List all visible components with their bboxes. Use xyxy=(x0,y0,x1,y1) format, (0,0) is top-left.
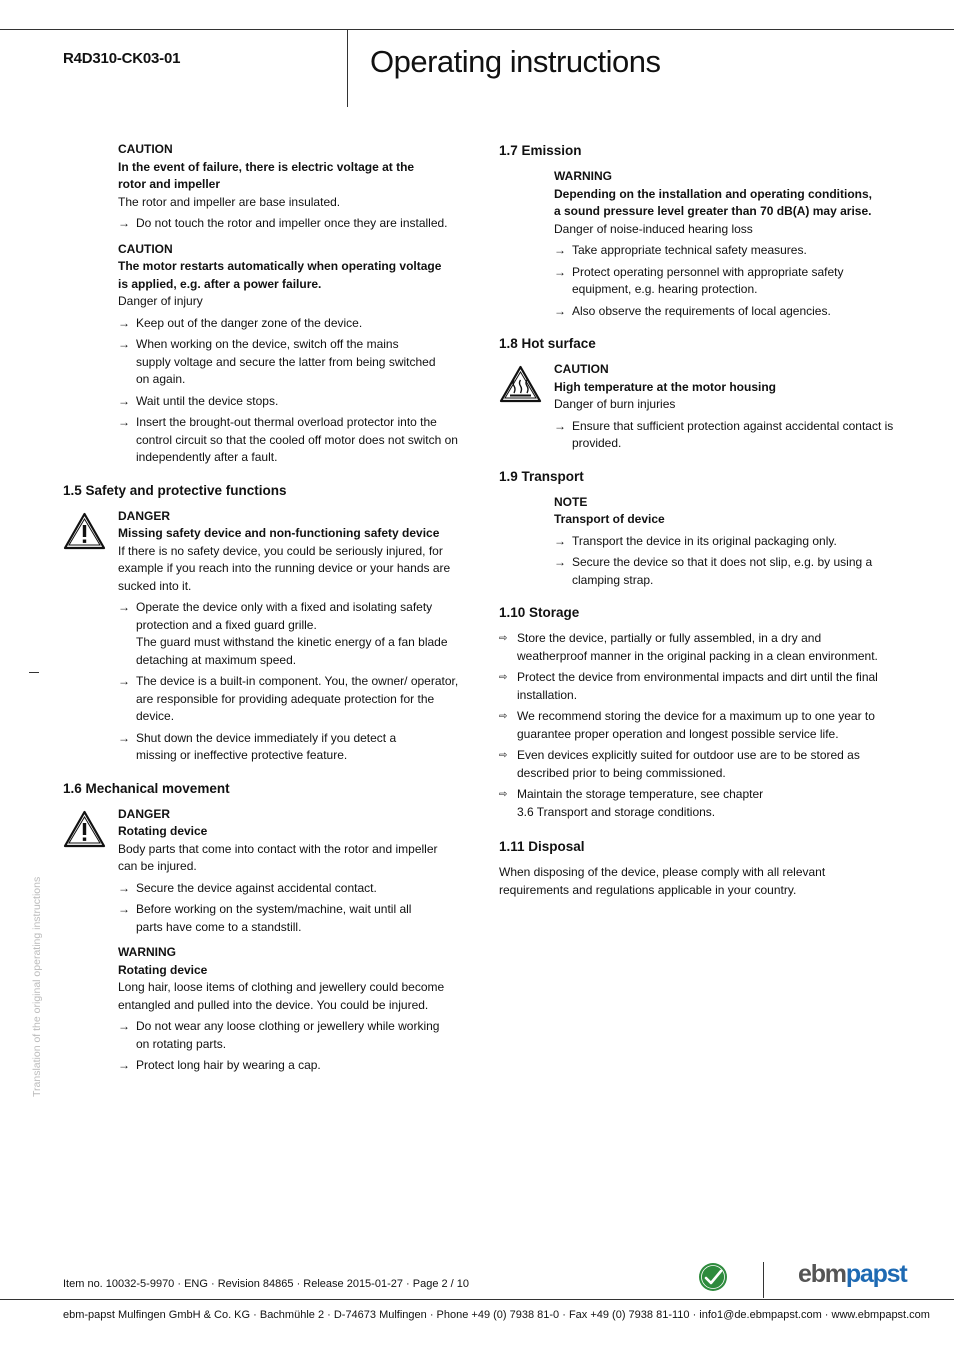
note-label: NOTE xyxy=(554,494,588,509)
footer-rule xyxy=(0,1299,954,1300)
hazard-text: Long hair, loose items of clothing and jewellery could become entangled and pulled into the device. You could be injured. xyxy=(118,980,445,1012)
hazard-title: Missing safety device and non-functioning safety device xyxy=(118,526,440,540)
section-heading-1-11: 1.11 Disposal xyxy=(499,839,585,854)
list-item: ⇨ We recommend storing the device for a maximum up to one year to guarantee proper operation and longest possible service life. xyxy=(499,709,875,741)
hazard-text: Body parts that come into contact with the rotor and impeller can be injured. xyxy=(118,841,438,873)
storage-list xyxy=(499,630,894,821)
list-item: ⇨ Store the device, partially or fully assembled, in a dry and weatherproof manner in the original packing in a clean environment. xyxy=(499,631,878,663)
caution-hot-surface xyxy=(499,361,894,453)
instruction-note: The guard must withstand the kinetic energy of a fan blade detaching at maximum speed. xyxy=(136,635,448,667)
hazard-title: The motor restarts automatically when operating voltage is applied, e.g. after a power failure. xyxy=(118,259,442,291)
section-heading-1-9: 1.9 Transport xyxy=(499,468,584,484)
instruction-step: → Ensure that sufficient protection against accidental contact is provided. xyxy=(554,418,894,450)
instruction-step: → Keep out of the danger zone of the device. xyxy=(118,315,363,330)
instruction-step: → Take appropriate technical safety measures. xyxy=(554,243,807,257)
model-number: R4D310-CK03-01 xyxy=(63,50,181,67)
caution-label: CAUTION xyxy=(118,142,173,156)
warning-label: WARNING xyxy=(554,169,612,183)
danger-rotating-device xyxy=(63,806,463,1075)
green-tech-badge-icon xyxy=(698,1262,728,1292)
instruction-step: → When working on the device, switch off the mains supply voltage and secure the latter from being switched on again. xyxy=(118,337,436,386)
hot-surface-icon xyxy=(499,365,542,403)
hazard-text: Danger of burn injuries xyxy=(554,397,676,411)
instruction-step: → Also observe the requirements of local agencies. xyxy=(554,303,831,318)
hazard-text: The rotor and impeller are base insulated. xyxy=(118,194,341,209)
instruction-step: → Protect long hair by wearing a cap. xyxy=(118,1058,321,1072)
fold-mark xyxy=(29,672,39,673)
instruction-step: → Before working on the system/machine, wait until all parts have come to a standstill. xyxy=(118,902,412,934)
hazard-title: In the event of failure, there is electric voltage at the rotor and impeller xyxy=(118,159,415,191)
instruction-step: → Do not touch the rotor and impeller once they are installed. xyxy=(118,216,448,230)
list-item: ⇨ Maintain the storage temperature, see chapter 3.6 Transport and storage conditions. xyxy=(499,787,764,819)
danger-safety-device xyxy=(63,508,463,765)
translation-note: Translation of the original operating instructions xyxy=(31,876,43,1097)
section-heading-1-8: 1.8 Hot surface xyxy=(499,336,596,351)
note-transport xyxy=(499,494,894,590)
instruction-step: → Protect operating personnel with appropriate safety equipment, e.g. hearing protection. xyxy=(554,264,844,296)
caution-label: CAUTION xyxy=(118,241,173,256)
warning-triangle-icon xyxy=(63,810,106,848)
danger-label: DANGER xyxy=(118,806,171,821)
section-heading-1-10: 1.10 Storage xyxy=(499,605,580,620)
footer-item-line: Item no. 10032-5-9970 · ENG · Revision 84865 · Release 2015-01-27 · Page 2 / 10 xyxy=(63,1278,470,1290)
hazard-title: Rotating device xyxy=(118,962,208,977)
instruction-step: → The device is a built-in component. You, the owner/ operator, are responsible for providing adequate protection for the device. xyxy=(118,674,459,723)
hazard-title: Depending on the installation and operating conditions, a sound pressure level greater than 70 dB(A) may arise. xyxy=(554,186,872,218)
caution-auto-restart xyxy=(63,241,463,467)
hazard-title: Transport of device xyxy=(554,512,665,526)
instruction-step: → Transport the device in its original packaging only. xyxy=(554,533,837,548)
disposal-text: When disposing of the device, please comply with all relevant requirements and regulations applicable in your country. xyxy=(499,865,826,897)
hazard-text: Danger of noise-induced hearing loss xyxy=(554,221,753,236)
footer-address-line: ebm-papst Mulfingen GmbH & Co. KG · Bachmühle 2 · D-74673 Mulfingen · Phone +49 (0) 7938 81-0 · Fax +49 (0) 7938 81-110 · info1@de.ebmpapst.com · www.ebmpapst.com xyxy=(63,1309,930,1321)
instruction-step: → Secure the device so that it does not slip, e.g. by using a clamping strap. xyxy=(554,555,873,587)
hazard-title: Rotating device xyxy=(118,824,208,838)
instruction-step: → Secure the device against accidental contact. xyxy=(118,880,377,895)
hazard-text: If there is no safety device, you could be seriously injured, for example if you reach into the running device or your hands are sucked into it. xyxy=(118,543,451,593)
section-heading-1-5: 1.5 Safety and protective functions xyxy=(63,482,287,498)
hazard-text: Danger of injury xyxy=(118,294,203,308)
caution-label: CAUTION xyxy=(554,362,609,376)
page-title: Operating instructions xyxy=(370,44,661,79)
instruction-step: → Do not wear any loose clothing or jewellery while working on rotating parts. xyxy=(118,1019,440,1051)
header-top-rule xyxy=(0,29,954,30)
list-item: ⇨ Even devices explicitly suited for outdoor use are to be stored as described prior to being commissioned. xyxy=(499,748,860,780)
warning-emission xyxy=(499,168,894,320)
instruction-step: → Operate the device only with a fixed and isolating safety protection and a fixed guard grille. The guard must withstand the kinetic energy of a fan blade detaching at maximum speed. xyxy=(118,600,448,667)
header-divider xyxy=(347,29,348,107)
instruction-step: → Insert the brought-out thermal overload protector into the control circuit so that the cooled off motor does not switch on independently after a fault. xyxy=(118,415,458,464)
warning-triangle-icon xyxy=(63,512,106,550)
instruction-step: → Wait until the device stops. xyxy=(118,393,279,408)
brand-logo: ebmpapst xyxy=(798,1260,907,1288)
danger-label: DANGER xyxy=(118,508,171,523)
footer-divider xyxy=(763,1262,764,1298)
section-heading-1-7: 1.7 Emission xyxy=(499,143,582,158)
right-column xyxy=(499,141,894,899)
section-heading-1-6: 1.6 Mechanical movement xyxy=(63,780,230,796)
warning-label: WARNING xyxy=(118,945,176,959)
caution-electric-voltage xyxy=(63,141,463,233)
hazard-title: High temperature at the motor housing xyxy=(554,379,777,394)
instruction-step: → Shut down the device immediately if you detect a missing or ineffective protective feature. xyxy=(118,730,397,762)
list-item: ⇨ Protect the device from environmental impacts and dirt until the final installation. xyxy=(499,670,878,702)
left-column xyxy=(63,141,463,1075)
